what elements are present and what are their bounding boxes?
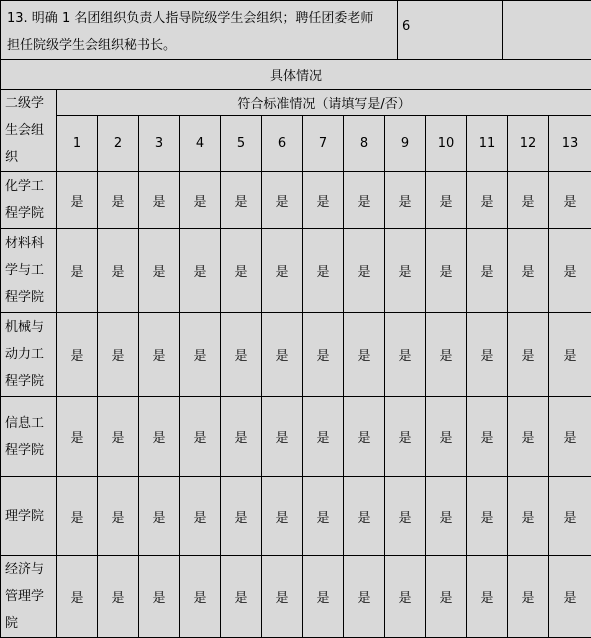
compliance-cell: 是 bbox=[180, 397, 221, 477]
college-name-line: 材料科 bbox=[5, 230, 52, 257]
compliance-cell: 是 bbox=[98, 556, 139, 638]
compliance-cell: 是 bbox=[98, 172, 139, 229]
compliance-cell: 是 bbox=[549, 313, 591, 397]
compliance-cell: 是 bbox=[221, 172, 262, 229]
criterion-number-4: 4 bbox=[180, 116, 221, 172]
college-name-line: 程学院 bbox=[5, 368, 52, 395]
compliance-cell: 是 bbox=[467, 313, 508, 397]
criterion-number-9: 9 bbox=[385, 116, 426, 172]
compliance-cell: 是 bbox=[303, 397, 344, 477]
table-row bbox=[1, 477, 591, 556]
compliance-cell: 是 bbox=[262, 397, 303, 477]
criterion-number-5: 5 bbox=[221, 116, 262, 172]
compliance-cell: 是 bbox=[262, 556, 303, 638]
compliance-cell: 是 bbox=[385, 556, 426, 638]
compliance-cell: 是 bbox=[303, 229, 344, 313]
compliance-cell: 是 bbox=[426, 229, 467, 313]
compliance-cell: 是 bbox=[180, 313, 221, 397]
compliance-cell: 是 bbox=[344, 477, 385, 556]
compliance-cell: 是 bbox=[57, 172, 98, 229]
college-name-line: 管理学 bbox=[5, 583, 52, 610]
criterion-number-7: 7 bbox=[303, 116, 344, 172]
compliance-cell: 是 bbox=[180, 229, 221, 313]
compliance-cell: 是 bbox=[180, 477, 221, 556]
compliance-cell: 是 bbox=[426, 397, 467, 477]
compliance-cell: 是 bbox=[344, 397, 385, 477]
college-name bbox=[1, 172, 57, 229]
college-name bbox=[1, 313, 57, 397]
college-name bbox=[1, 477, 57, 556]
criterion-number-3: 3 bbox=[139, 116, 180, 172]
college-name-line: 机械与 bbox=[5, 314, 52, 341]
college-column-header bbox=[1, 90, 57, 172]
compliance-cell: 是 bbox=[303, 477, 344, 556]
college-name-line: 院 bbox=[5, 610, 52, 637]
compliance-cell: 是 bbox=[262, 477, 303, 556]
compliance-cell: 是 bbox=[385, 172, 426, 229]
compliance-cell: 是 bbox=[549, 229, 591, 313]
compliance-cell: 是 bbox=[57, 229, 98, 313]
compliance-cell: 是 bbox=[262, 313, 303, 397]
college-name-line: 理学院 bbox=[5, 503, 52, 530]
criterion-number-8: 8 bbox=[344, 116, 385, 172]
compliance-cell: 是 bbox=[508, 313, 549, 397]
criterion-number-13: 13 bbox=[549, 116, 591, 172]
details-table bbox=[0, 59, 591, 638]
compliance-cell: 是 bbox=[221, 229, 262, 313]
college-name-line: 程学院 bbox=[5, 200, 52, 227]
criterion-number-12: 12 bbox=[508, 116, 549, 172]
college-name-line: 学与工 bbox=[5, 257, 52, 284]
compliance-cell: 是 bbox=[426, 313, 467, 397]
college-name-line: 动力工 bbox=[5, 341, 52, 368]
criterion-number-1: 1 bbox=[57, 116, 98, 172]
compliance-cell: 是 bbox=[180, 556, 221, 638]
compliance-cell: 是 bbox=[139, 172, 180, 229]
compliance-cell: 是 bbox=[98, 313, 139, 397]
compliance-cell: 是 bbox=[98, 229, 139, 313]
compliance-cell: 是 bbox=[139, 477, 180, 556]
compliance-cell: 是 bbox=[385, 397, 426, 477]
college-name-line: 化学工 bbox=[5, 173, 52, 200]
compliance-cell: 是 bbox=[467, 229, 508, 313]
criterion-value: 6 bbox=[398, 1, 502, 34]
criterion-number-10: 10 bbox=[426, 116, 467, 172]
compliance-cell: 是 bbox=[303, 172, 344, 229]
compliance-cell: 是 bbox=[262, 229, 303, 313]
criterion-text-line: 担任院级学生会组织秘书长。 bbox=[7, 32, 391, 59]
compliance-cell: 是 bbox=[508, 477, 549, 556]
criterion-text-cell bbox=[1, 1, 398, 60]
criterion-number-11: 11 bbox=[467, 116, 508, 172]
criterion-number-2: 2 bbox=[98, 116, 139, 172]
compliance-cell: 是 bbox=[139, 556, 180, 638]
table-row bbox=[1, 172, 591, 229]
compliance-cell: 是 bbox=[303, 313, 344, 397]
compliance-cell: 是 bbox=[344, 229, 385, 313]
compliance-cell: 是 bbox=[385, 313, 426, 397]
compliance-cell: 是 bbox=[57, 313, 98, 397]
compliance-cell: 是 bbox=[98, 397, 139, 477]
compliance-cell: 是 bbox=[139, 229, 180, 313]
compliance-cell: 是 bbox=[344, 172, 385, 229]
compliance-cell: 是 bbox=[139, 313, 180, 397]
compliance-cell: 是 bbox=[139, 397, 180, 477]
college-name-line: 经济与 bbox=[5, 556, 52, 583]
criteria-header: 符合标准情况（请填写是/否） bbox=[57, 90, 591, 116]
compliance-cell: 是 bbox=[549, 556, 591, 638]
table-row bbox=[1, 313, 591, 397]
compliance-cell: 是 bbox=[426, 556, 467, 638]
compliance-cell: 是 bbox=[303, 556, 344, 638]
compliance-cell: 是 bbox=[549, 397, 591, 477]
college-name bbox=[1, 397, 57, 477]
college-header-line: 二级学 bbox=[5, 90, 52, 117]
compliance-cell: 是 bbox=[221, 556, 262, 638]
compliance-cell: 是 bbox=[385, 477, 426, 556]
criterion-value-cell bbox=[398, 1, 503, 60]
criterion-text-line: 13. 明确 1 名团组织负责人指导院级学生会组织；聘任团委老师 bbox=[7, 5, 391, 32]
compliance-cell: 是 bbox=[508, 172, 549, 229]
table-row bbox=[1, 229, 591, 313]
compliance-cell: 是 bbox=[508, 556, 549, 638]
compliance-cell: 是 bbox=[221, 477, 262, 556]
compliance-cell: 是 bbox=[467, 556, 508, 638]
compliance-cell: 是 bbox=[344, 313, 385, 397]
college-name bbox=[1, 556, 57, 638]
table-row bbox=[1, 556, 591, 638]
compliance-cell: 是 bbox=[385, 229, 426, 313]
compliance-cell: 是 bbox=[426, 477, 467, 556]
college-name-line: 程学院 bbox=[5, 284, 52, 311]
criterion-row-table bbox=[0, 0, 591, 60]
compliance-cell: 是 bbox=[180, 172, 221, 229]
table-row bbox=[1, 397, 591, 477]
compliance-cell: 是 bbox=[508, 229, 549, 313]
compliance-cell: 是 bbox=[549, 477, 591, 556]
compliance-cell: 是 bbox=[57, 397, 98, 477]
compliance-cell: 是 bbox=[467, 397, 508, 477]
compliance-cell: 是 bbox=[57, 477, 98, 556]
compliance-cell: 是 bbox=[262, 172, 303, 229]
college-name bbox=[1, 229, 57, 313]
criterion-number-6: 6 bbox=[262, 116, 303, 172]
section-title: 具体情况 bbox=[1, 60, 591, 90]
compliance-cell: 是 bbox=[57, 556, 98, 638]
compliance-cell: 是 bbox=[98, 477, 139, 556]
compliance-cell: 是 bbox=[549, 172, 591, 229]
criterion-extra-cell bbox=[503, 1, 591, 60]
compliance-cell: 是 bbox=[467, 172, 508, 229]
compliance-cell: 是 bbox=[467, 477, 508, 556]
college-name-line: 信息工 bbox=[5, 410, 52, 437]
college-name-line: 程学院 bbox=[5, 437, 52, 464]
compliance-cell: 是 bbox=[344, 556, 385, 638]
compliance-cell: 是 bbox=[508, 397, 549, 477]
college-header-line: 织 bbox=[5, 144, 52, 171]
compliance-cell: 是 bbox=[221, 397, 262, 477]
compliance-cell: 是 bbox=[426, 172, 467, 229]
compliance-cell: 是 bbox=[221, 313, 262, 397]
college-header-line: 生会组 bbox=[5, 117, 52, 144]
